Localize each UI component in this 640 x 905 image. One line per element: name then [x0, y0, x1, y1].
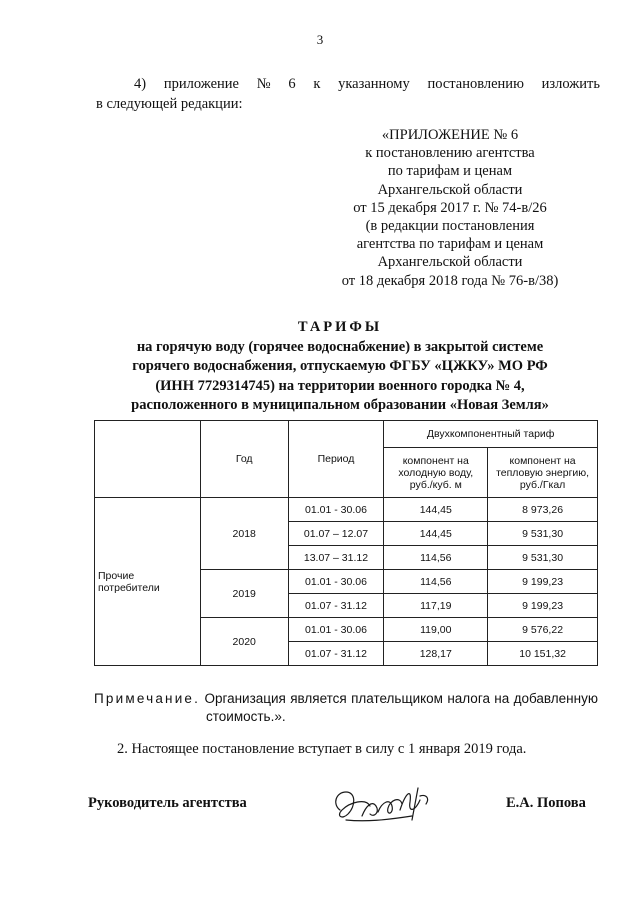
appendix-line: «ПРИЛОЖЕНИЕ № 6 [381, 127, 519, 143]
appendix-line: от 18 декабря 2018 года № 76-в/38) [341, 272, 559, 289]
word: является [290, 691, 347, 706]
period-cell: 13.07 – 31.12 [288, 546, 384, 570]
water-cell: 119,00 [384, 618, 488, 642]
energy-cell: 8 973,26 [488, 498, 598, 522]
table-note [94, 690, 598, 726]
word: изложить [541, 76, 600, 92]
period-cell: 01.01 - 30.06 [288, 618, 384, 642]
energy-cell: 9 576,22 [488, 618, 598, 642]
word: к [313, 76, 321, 92]
page-number: 3 [316, 32, 324, 47]
table-row [95, 498, 598, 522]
consumer-category: Прочие потребители [95, 498, 201, 666]
title-line: (ИНН 7729314745) на территории военного городка № 4, [155, 377, 525, 394]
tariff-table [94, 420, 598, 666]
appendix-line: к постановлению агентства [365, 145, 535, 162]
handwritten-signature [326, 776, 438, 832]
title-line: горячего водоснабжения, отпускаемую ФГБУ «ЦЖКУ» МО РФ [132, 358, 548, 374]
appendix-line: от 15 декабря 2017 г. № 74-в/26 [353, 199, 547, 216]
appendix-header [330, 126, 570, 290]
period-cell: 01.07 - 31.12 [288, 642, 384, 666]
appendix-line: Архангельской области [377, 254, 523, 271]
title-line: расположенного в муниципальном образовании «Новая Земля» [131, 397, 549, 413]
energy-cell: 9 531,30 [488, 546, 598, 570]
header-two-component-tariff: Двухкомпонентный тариф [384, 421, 598, 448]
note-label: Примечание. [94, 691, 201, 706]
water-cell: 128,17 [384, 642, 488, 666]
appendix-line: (в редакции постановления [365, 218, 535, 235]
amendment-item-4 [96, 74, 600, 114]
period-cell: 01.01 - 30.06 [288, 498, 384, 522]
appendix-line: по тарифам и ценам [387, 163, 513, 180]
header-cold-water-component: компонент на холодную воду, руб./куб. м [384, 448, 488, 498]
water-cell: 144,45 [384, 522, 488, 546]
title-line: на горячую воду (горячее водоснабжение) в закрытой системе [136, 338, 544, 355]
energy-cell: 9 199,23 [488, 570, 598, 594]
word: налога [447, 691, 490, 706]
year-cell: 2020 [200, 618, 288, 666]
amendment-item-4-line1 [96, 74, 600, 94]
word: на [494, 691, 510, 706]
word: приложение [163, 76, 239, 92]
header-empty-cell [95, 421, 201, 498]
energy-cell: 9 531,30 [488, 522, 598, 546]
item-number: 4) [134, 76, 147, 92]
amendment-item-2: 2. Настоящее постановление вступает в силу с 1 января 2019 года. [117, 741, 527, 757]
energy-cell: 10 151,32 [488, 642, 598, 666]
header-period: Период [288, 421, 384, 498]
word: постановлению [427, 76, 524, 92]
note-line1 [94, 690, 598, 708]
water-cell: 117,19 [384, 594, 488, 618]
period-cell: 01.07 - 31.12 [288, 594, 384, 618]
energy-cell: 9 199,23 [488, 594, 598, 618]
word: добавленную [513, 691, 598, 706]
word: плательщиком [351, 691, 443, 706]
word: № [256, 76, 271, 92]
header-year: Год [200, 421, 288, 498]
year-cell: 2019 [200, 570, 288, 618]
water-cell: 144,45 [384, 498, 488, 522]
title-heading: ТАРИФЫ [297, 319, 383, 335]
appendix-line: агентства по тарифам и ценам [356, 236, 544, 253]
signatory-title: Руководитель агентства [88, 795, 247, 811]
period-cell: 01.01 - 30.06 [288, 570, 384, 594]
word: Организация [204, 691, 286, 706]
word: указанному [338, 76, 410, 92]
water-cell: 114,56 [384, 570, 488, 594]
signatory-name: Е.А. Попова [506, 795, 586, 811]
year-cell: 2018 [200, 498, 288, 570]
appendix-line: Архангельской области [377, 181, 523, 198]
document-title [80, 318, 600, 416]
amendment-item-4-line2: в следующей редакции: [96, 96, 243, 112]
water-cell: 114,56 [384, 546, 488, 570]
period-cell: 01.07 – 12.07 [288, 522, 384, 546]
note-line2: стоимость.». [206, 709, 286, 724]
header-heat-energy-component: компонент на тепловую энергию, руб./Гкал [488, 448, 598, 498]
word: 6 [288, 76, 296, 92]
